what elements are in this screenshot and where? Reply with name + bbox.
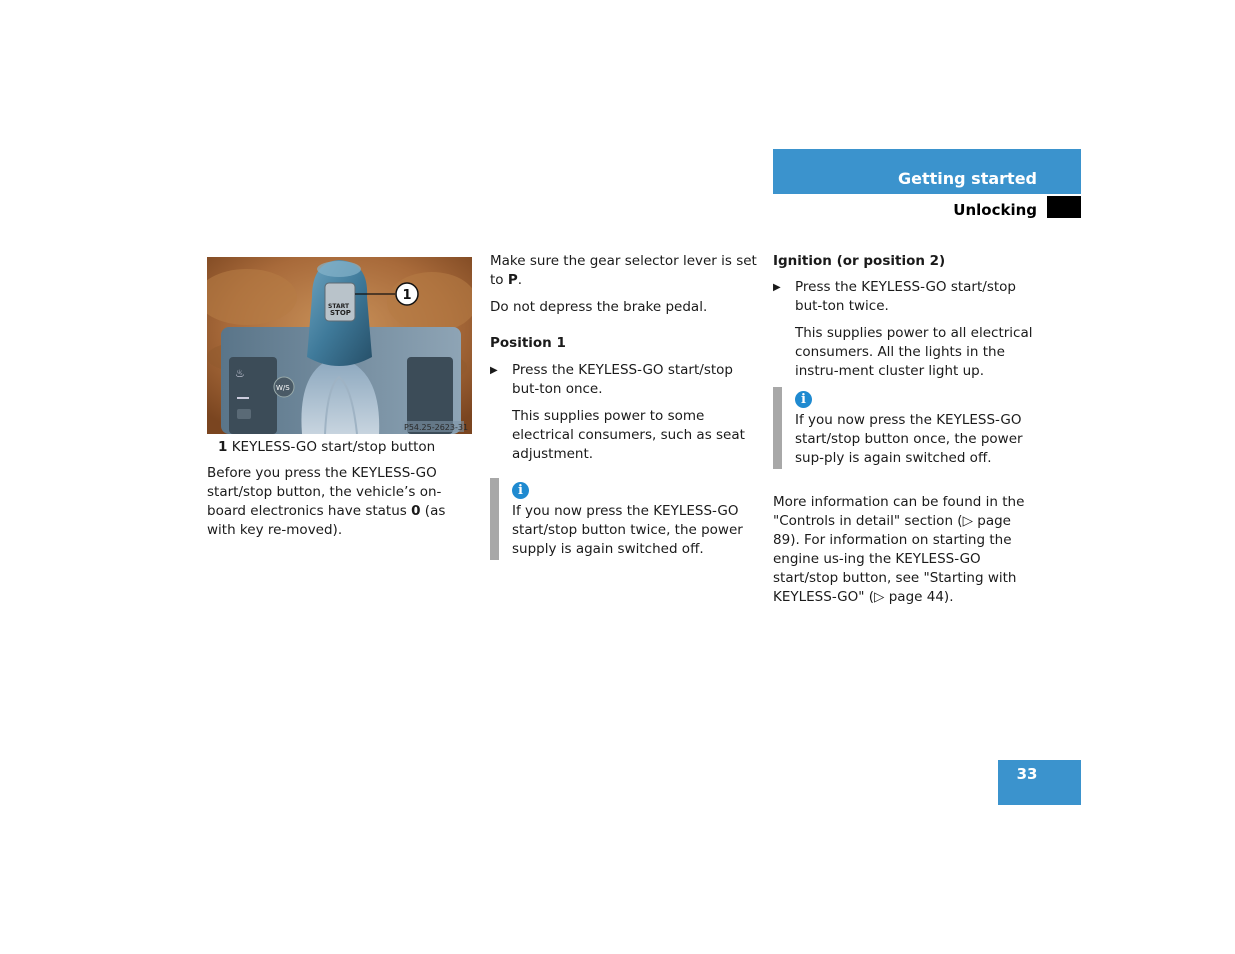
note-bar xyxy=(490,478,499,560)
ignition-note xyxy=(773,387,1041,469)
stop-label: STOP xyxy=(330,309,351,317)
status-paragraph: Before you press the KEYLESS-GO start/stop button, the vehicle’s on-board electronics have status 0 (as with key re-moved). xyxy=(207,465,446,538)
page-number: 33 xyxy=(1016,765,1038,783)
note-bar xyxy=(773,387,782,469)
w-s-button-label: W/S xyxy=(276,384,290,392)
ignition-heading: Ignition (or position 2) xyxy=(773,253,946,269)
note-text: If you now press the KEYLESS-GO start/stop button twice, the power supply is again switched off. xyxy=(512,503,743,557)
position-1-heading: Position 1 xyxy=(490,335,566,351)
bullet-triangle-icon: ▶ xyxy=(490,365,498,376)
note-text: If you now press the KEYLESS-GO start/stop button once, the power sup-ply is again switched off. xyxy=(795,412,1023,466)
ignition-step: ▶ Press the KEYLESS-GO start/stop but-ton twice. xyxy=(773,279,1016,314)
position-1-step: ▶ Press the KEYLESS-GO start/stop but-ton once. xyxy=(490,362,733,397)
info-icon: i xyxy=(795,391,812,408)
more-information: More information can be found in the "Controls in detail" section (▷ page 89). For information on starting the engine us-ing the KEYLESS-GO start/stop button, see "Starting with KEYLESS-GO" (▷ page 44). xyxy=(773,494,1025,605)
subsection-marker xyxy=(1047,196,1081,218)
gear-selector-figure xyxy=(207,257,472,434)
page-ref-arrow-icon: ▷ xyxy=(874,589,885,605)
position-1-note xyxy=(490,478,758,560)
callout-number: 1 xyxy=(402,288,412,303)
subsection-title: Unlocking xyxy=(953,201,1037,219)
right-column xyxy=(773,252,1041,607)
info-icon: i xyxy=(512,482,529,499)
page-reference-89[interactable]: page 89 xyxy=(773,513,1011,548)
page-reference-44[interactable]: page 44 xyxy=(888,589,944,605)
middle-column xyxy=(490,252,758,560)
caption-text: KEYLESS-GO start/stop button xyxy=(231,439,436,455)
start-label: START xyxy=(328,303,350,310)
page-ref-arrow-icon: ▷ xyxy=(962,513,973,529)
brake-instruction: Do not depress the brake pedal. xyxy=(490,299,708,315)
svg-text:♨: ♨ xyxy=(235,367,245,380)
caption-number: 1 xyxy=(218,439,228,455)
bullet-triangle-icon: ▶ xyxy=(773,282,781,293)
section-header xyxy=(773,149,1081,194)
figure-caption xyxy=(218,438,478,457)
figure-code: P54.25-2623-31 xyxy=(404,423,469,432)
gear-instruction: Make sure the gear selector lever is set to P. xyxy=(490,253,757,288)
position-1-result: This supplies power to some electrical consumers, such as seat adjustment. xyxy=(512,408,745,462)
ignition-result: This supplies power to all electrical consumers. All the lights in the instru-ment cluster light up. xyxy=(795,325,1033,379)
section-title: Getting started xyxy=(898,169,1037,188)
page-number-box xyxy=(998,760,1081,805)
left-column xyxy=(207,464,475,540)
gear-selector-illustration xyxy=(207,257,472,434)
